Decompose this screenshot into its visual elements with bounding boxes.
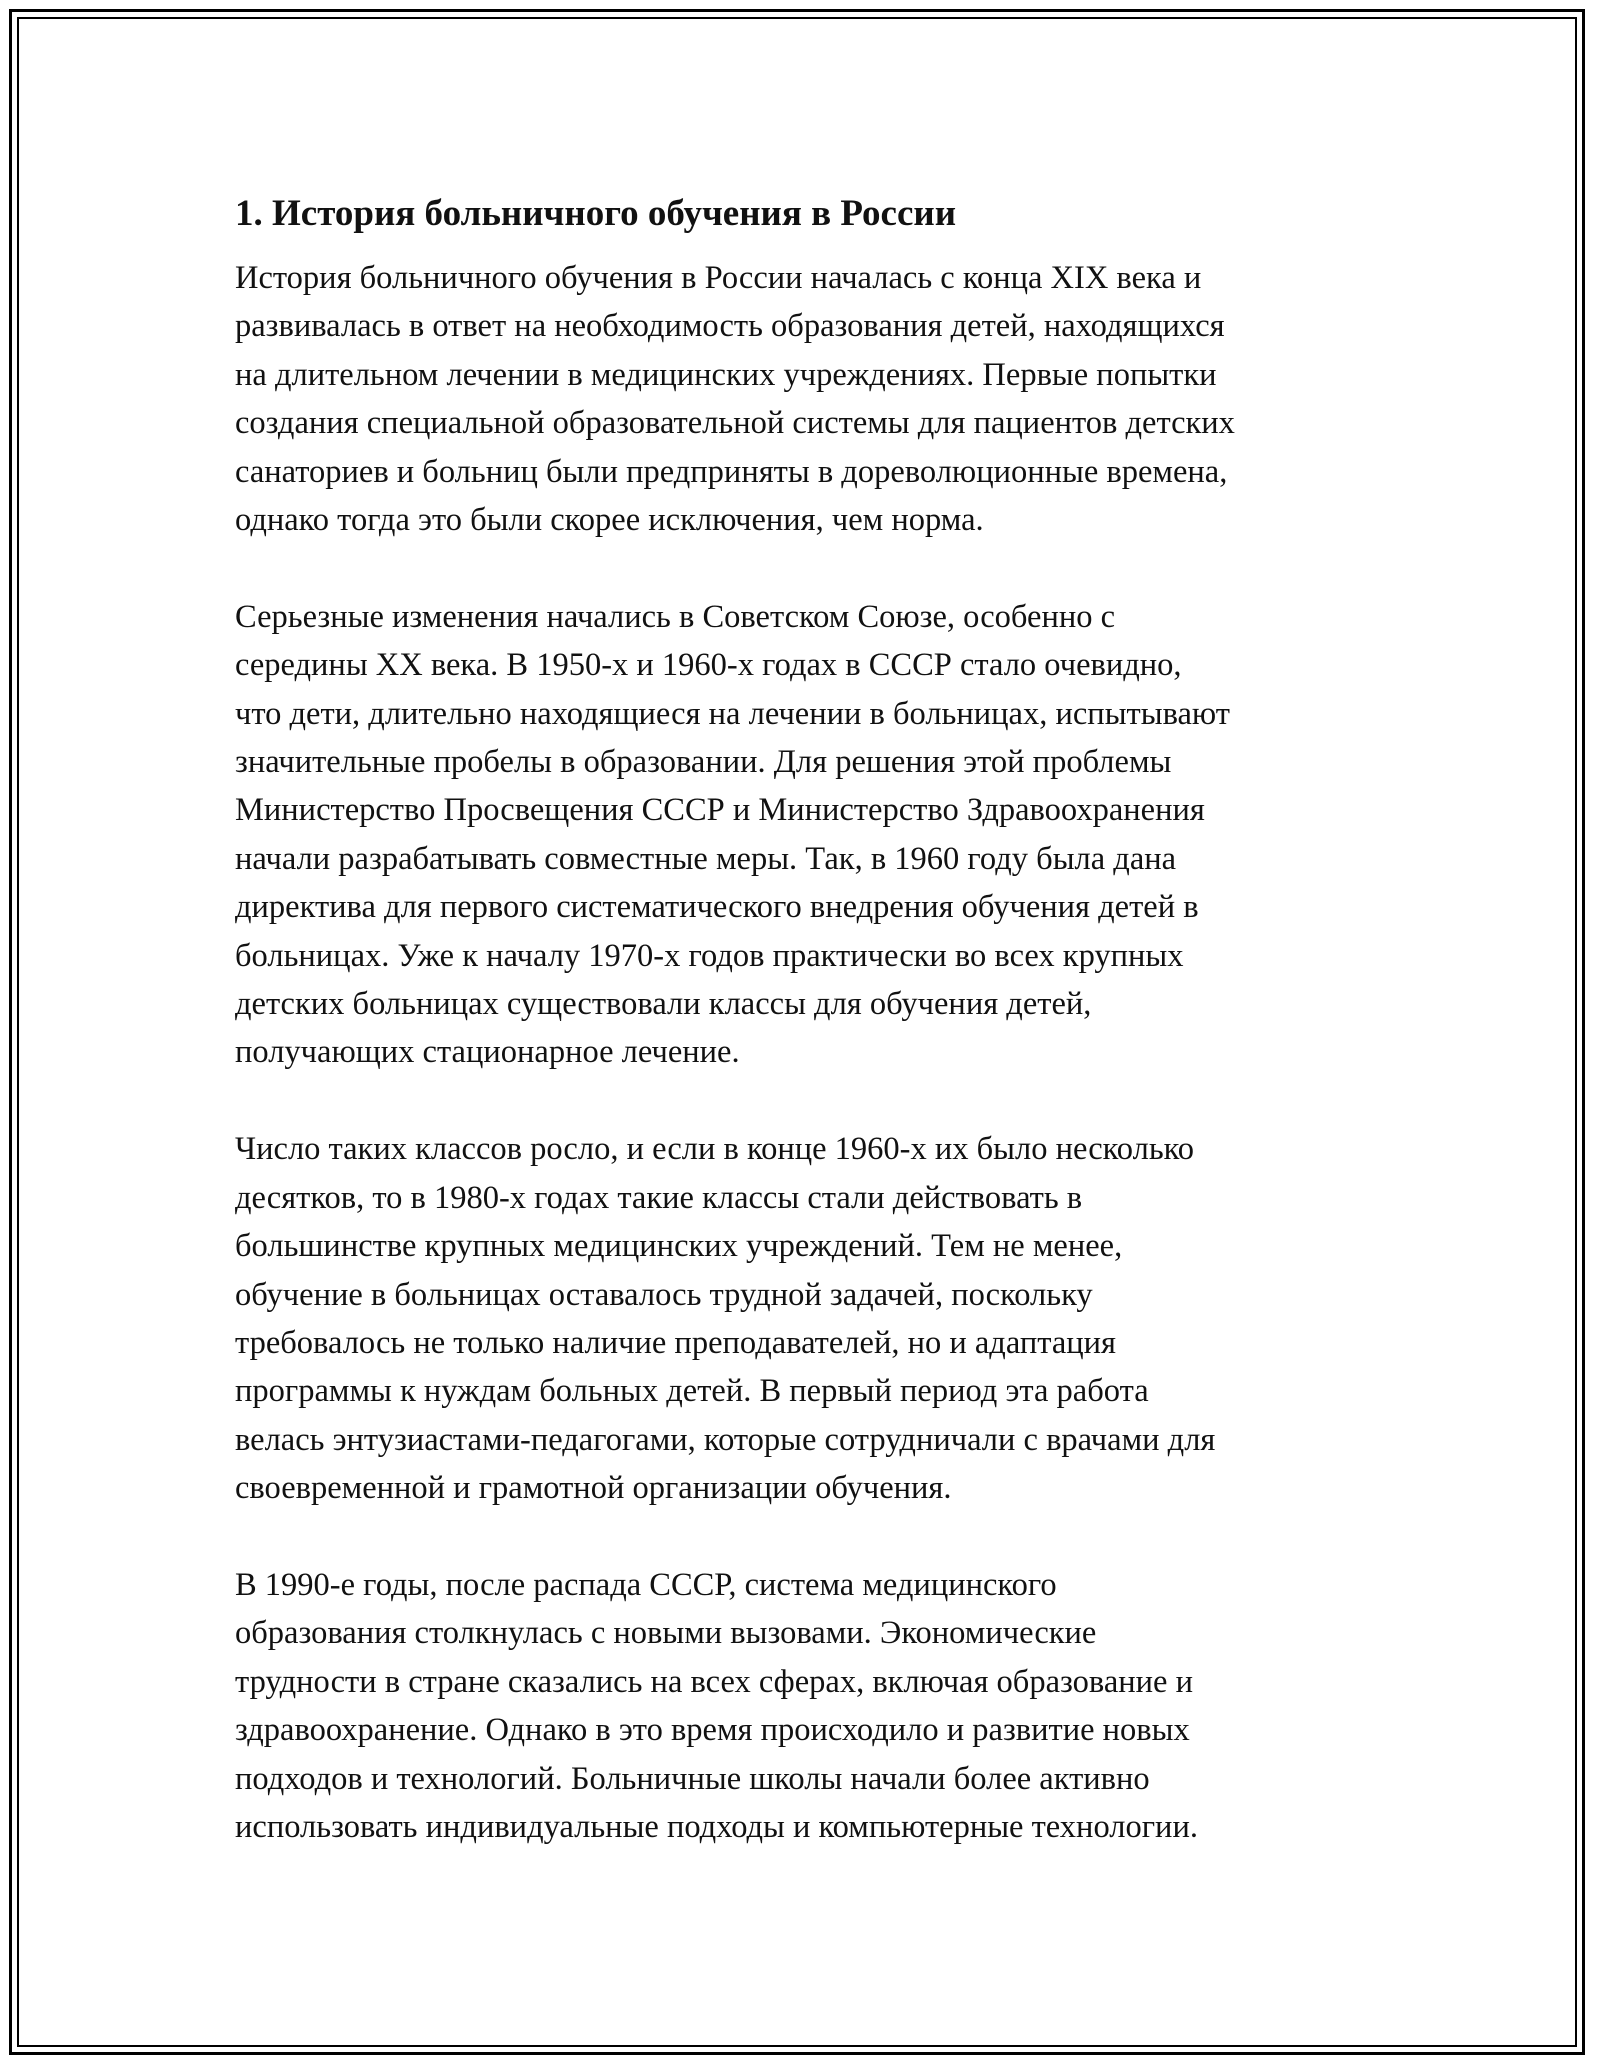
paragraph-line: программы к нуждам больных детей. В первый период эта работа bbox=[235, 1373, 1149, 1410]
paragraph-line: на длительном лечении в медицинских учреждениях. Первые попытки bbox=[235, 356, 1217, 393]
paragraph-line: использовать индивидуальные подходы и компьютерные технологии. bbox=[235, 1808, 1198, 1845]
document-body bbox=[235, 187, 1435, 1900]
paragraph-line: Министерство Просвещения СССР и Министерство Здравоохранения bbox=[235, 792, 1205, 829]
paragraph-line: больницах. Уже к началу 1970-х годов практически во всех крупных bbox=[235, 937, 1184, 974]
paragraph-2 bbox=[235, 593, 1435, 1077]
paragraph-line: В 1990-е годы, после распада СССР, система медицинского bbox=[235, 1566, 1057, 1603]
paragraph-line: получающих стационарное лечение. bbox=[235, 1034, 740, 1071]
paragraph-line: здравоохранение. Однако в это время происходило и развитие новых bbox=[235, 1712, 1190, 1749]
paragraph-line: История больничного обучения в России началась с конца XIX века и bbox=[235, 260, 1202, 296]
paragraph-line: Число таких классов росло, и если в конце 1960-х их было несколько bbox=[235, 1131, 1195, 1168]
paragraph-line: подходов и технологий. Больничные школы начали более активно bbox=[235, 1760, 1150, 1797]
paragraph-line: образования столкнулась с новыми вызовами. Экономические bbox=[235, 1615, 1097, 1652]
paragraph-line: детских больницах существовали классы для обучения детей, bbox=[235, 986, 1092, 1023]
paragraph-line: создания специальной образовательной системы для пациентов детских bbox=[235, 405, 1235, 442]
paragraph-line: десятков, то в 1980-х годах такие классы стали действовать в bbox=[235, 1179, 1083, 1216]
paragraph-line: начали разрабатывать совместные меры. Так, в 1960 году была дана bbox=[235, 840, 1177, 877]
paragraph-line: большинстве крупных медицинских учреждений. Тем не менее, bbox=[235, 1228, 1123, 1265]
paragraph-line: велась энтузиастами-педагогами, которые сотрудничали с врачами для bbox=[235, 1421, 1216, 1458]
paragraph-line: трудности в стране сказались на всех сферах, включая образование и bbox=[235, 1663, 1193, 1700]
paragraph-4 bbox=[235, 1561, 1435, 1851]
paragraph-line: развивалась в ответ на необходимость образования детей, находящихся bbox=[235, 308, 1225, 345]
paragraph-line: санаториев и больниц были предприняты в дореволюционные времена, bbox=[235, 453, 1228, 490]
paragraph-line: требовалось не только наличие преподавателей, но и адаптация bbox=[235, 1324, 1116, 1361]
paragraph-line: значительные пробелы в образовании. Для решения этой проблемы bbox=[235, 744, 1172, 781]
paragraph-line: директива для первого систематического внедрения обучения детей в bbox=[235, 889, 1199, 926]
paragraph-line: своевременной и грамотной организации обучения. bbox=[235, 1470, 952, 1507]
paragraph-line: середины XX века. В 1950-х и 1960-х годах в СССР стало очевидно, bbox=[235, 647, 1182, 684]
section-heading: 1. История больничного обучения в России bbox=[235, 193, 957, 234]
paragraph-line: что дети, длительно находящиеся на лечении в больницах, испытывают bbox=[235, 695, 1230, 732]
paragraph-1 bbox=[235, 254, 1435, 544]
paragraph-line: однако тогда это были скорее исключения, чем норма. bbox=[235, 502, 984, 539]
paragraph-line: Серьезные изменения начались в Советском Союзе, особенно с bbox=[235, 598, 1116, 635]
paragraph-3 bbox=[235, 1125, 1435, 1512]
paragraph-line: обучение в больницах оставалось трудной задачей, поскольку bbox=[235, 1276, 1093, 1313]
